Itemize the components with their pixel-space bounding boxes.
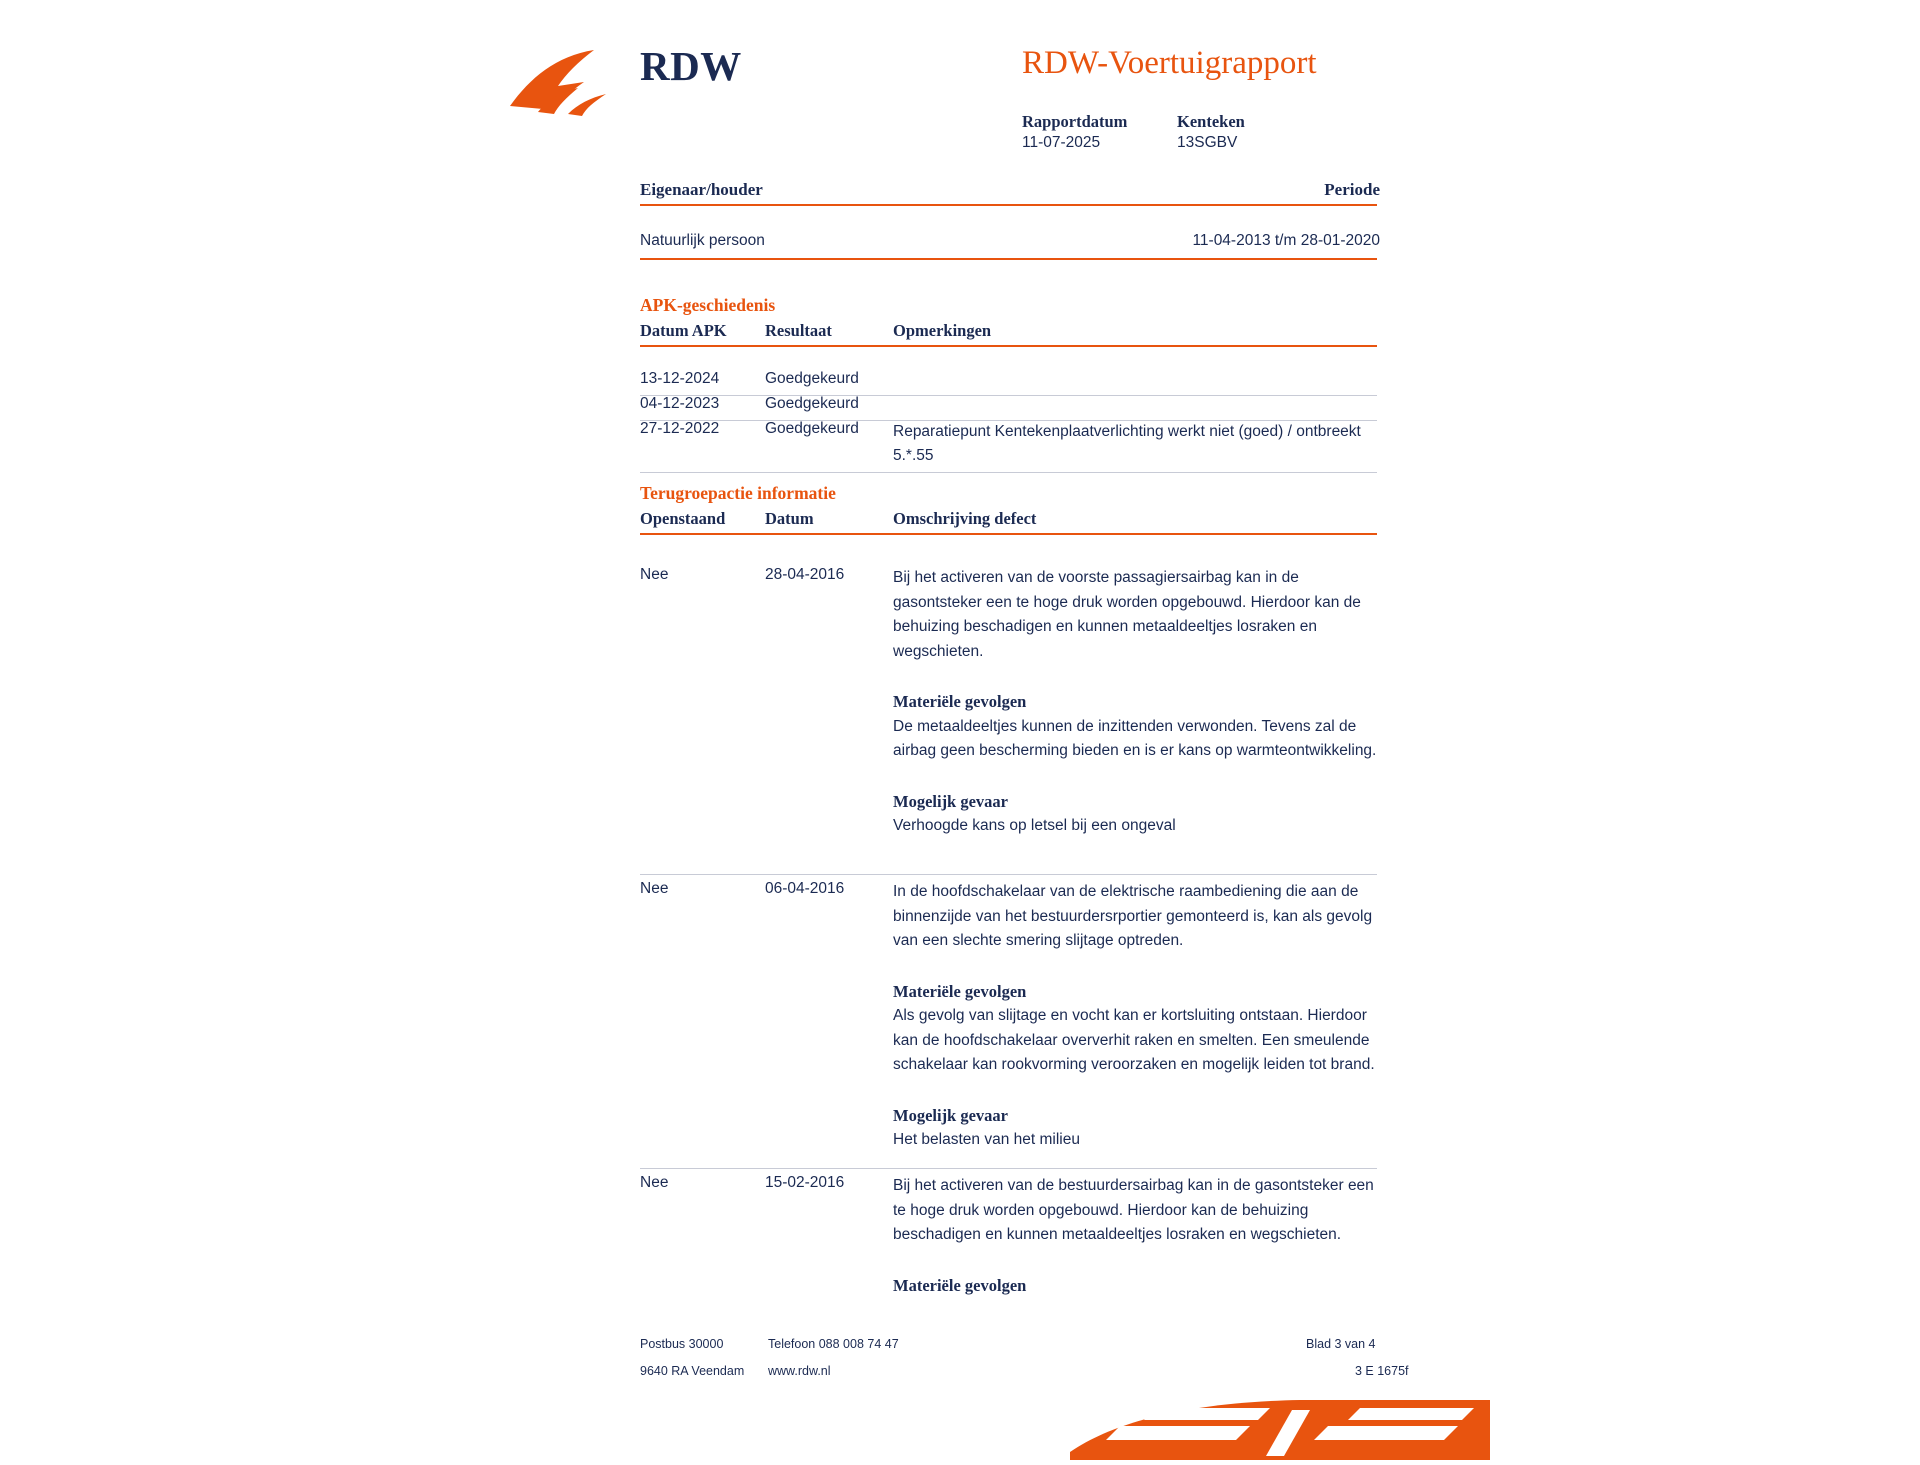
recall-openstaand: Nee xyxy=(640,566,669,583)
table-row: 27-12-2022 xyxy=(640,420,720,437)
recall-openstaand: Nee xyxy=(640,1174,669,1191)
recall-datum: 06-04-2016 xyxy=(765,880,845,897)
footer-plaats: 9640 RA Veendam xyxy=(640,1364,745,1378)
recall-column-omschrijving: Omschrijving defect xyxy=(893,509,1037,528)
table-row: 13-12-2024 xyxy=(640,370,720,387)
recall-gevolgen-text: Als gevolg van slijtage en vocht kan er kortsluiting ontstaan. Hierdoor kan de hoofdschakelaar oververhit raken en smelten. Een smeulende schakelaar kan rookvorming veroorzaken en mogelijk leiden tot brand. xyxy=(893,1007,1375,1073)
rdw-logo-text: RDW xyxy=(640,43,742,89)
apk-column-opmerkingen: Opmerkingen xyxy=(893,321,992,340)
recall-description-text: Bij het activeren van de voorste passagiersairbag kan in de gasontsteker een te hoge druk worden opgebouwd. Hierdoor kan de behuizing beschadigen en kunnen metaaldeeltjes losraken en wegschieten. xyxy=(893,569,1361,660)
recall-openstaand: Nee xyxy=(640,880,669,897)
recall-gevolgen-label: Materiële gevolgen xyxy=(893,1275,1027,1295)
apk-row-divider xyxy=(640,395,1377,396)
apk-table-bottom-divider xyxy=(640,472,1377,473)
recall-header-divider xyxy=(640,533,1377,535)
table-row: 04-12-2023 xyxy=(640,395,720,412)
recall-row-divider xyxy=(640,874,1377,875)
rdw-swoosh-icon xyxy=(508,48,620,118)
footer-form-code: 3 E 1675f xyxy=(1355,1364,1409,1378)
recall-description-block xyxy=(893,880,1379,1153)
recall-gevolgen-label: Materiële gevolgen xyxy=(893,981,1027,1001)
table-cell-resultaat: Goedgekeurd xyxy=(765,395,859,412)
apk-column-resultaat: Resultaat xyxy=(765,321,832,340)
spacer xyxy=(893,664,1379,690)
periode-heading: Periode xyxy=(1324,180,1380,199)
owner-bottom-divider xyxy=(640,258,1377,260)
table-cell-resultaat: Goedgekeurd xyxy=(765,370,859,387)
table-cell-resultaat: Goedgekeurd xyxy=(765,420,859,437)
rdw-footer-swoosh-icon xyxy=(1060,1400,1490,1460)
apk-header-divider xyxy=(640,345,1377,347)
recall-column-openstaand: Openstaand xyxy=(640,509,726,528)
recall-section-title: Terugroepactie informatie xyxy=(640,483,836,503)
page-title: RDW-Voertuigrapport xyxy=(1022,45,1317,81)
footer-page-number: Blad 3 van 4 xyxy=(1306,1337,1376,1351)
footer-website[interactable]: www.rdw.nl xyxy=(768,1364,831,1378)
spacer xyxy=(893,1248,1379,1274)
recall-description-block xyxy=(893,1174,1379,1298)
spacer xyxy=(893,764,1379,790)
apk-section-title: APK-geschiedenis xyxy=(640,295,776,315)
recall-description-block xyxy=(893,566,1379,839)
recall-description-text: Bij het activeren van de bestuurdersairbag kan in de gasontsteker een te hoge druk worden opgebouwd. Hierdoor kan de behuizing beschadigen en kunnen metaaldeeltjes losraken en wegschieten. xyxy=(893,1177,1374,1243)
footer-postbus: Postbus 30000 xyxy=(640,1337,724,1351)
rapportdatum-value: 11-07-2025 xyxy=(1022,134,1101,151)
recall-row-divider xyxy=(640,1168,1377,1169)
kenteken-value: 13SGBV xyxy=(1177,134,1238,151)
recall-description-text: In de hoofdschakelaar van de elektrische raambediening die aan de binnenzijde van het bestuurdersrportier gemonteerd is, kan als gevolg van een slechte smering slijtage optreden. xyxy=(893,883,1373,949)
footer-telefoon: Telefoon 088 008 74 47 xyxy=(768,1337,899,1351)
spacer xyxy=(893,1078,1379,1104)
owner-header-divider xyxy=(640,204,1377,206)
recall-column-datum: Datum xyxy=(765,509,814,528)
recall-gevaar-label: Mogelijk gevaar xyxy=(893,1105,1009,1125)
spacer xyxy=(893,954,1379,980)
eigenaar-houder-heading: Eigenaar/houder xyxy=(640,180,763,199)
recall-gevaar-label: Mogelijk gevaar xyxy=(893,791,1009,811)
recall-gevaar-text: Het belasten van het milieu xyxy=(893,1131,1080,1148)
periode-value: 11-04-2013 t/m 28-01-2020 xyxy=(1192,232,1380,249)
recall-gevolgen-label: Materiële gevolgen xyxy=(893,692,1027,711)
apk-column-datum: Datum APK xyxy=(640,321,727,340)
eigenaar-houder-value: Natuurlijk persoon xyxy=(640,232,765,249)
kenteken-label: Kenteken xyxy=(1177,112,1245,131)
recall-datum: 28-04-2016 xyxy=(765,566,845,583)
table-cell-opmerkingen: Reparatiepunt Kentekenplaatverlichting werkt niet (goed) / ontbreekt 5.*.55 xyxy=(893,423,1361,464)
recall-gevaar-text: Verhoogde kans op letsel bij een ongeval xyxy=(893,817,1176,834)
rapportdatum-label: Rapportdatum xyxy=(1022,112,1128,131)
recall-datum: 15-02-2016 xyxy=(765,1174,845,1191)
recall-gevolgen-text: De metaaldeeltjes kunnen de inzittenden verwonden. Tevens zal de airbag geen bescherming bieden en is er kans op warmteontwikkeling. xyxy=(893,717,1377,759)
